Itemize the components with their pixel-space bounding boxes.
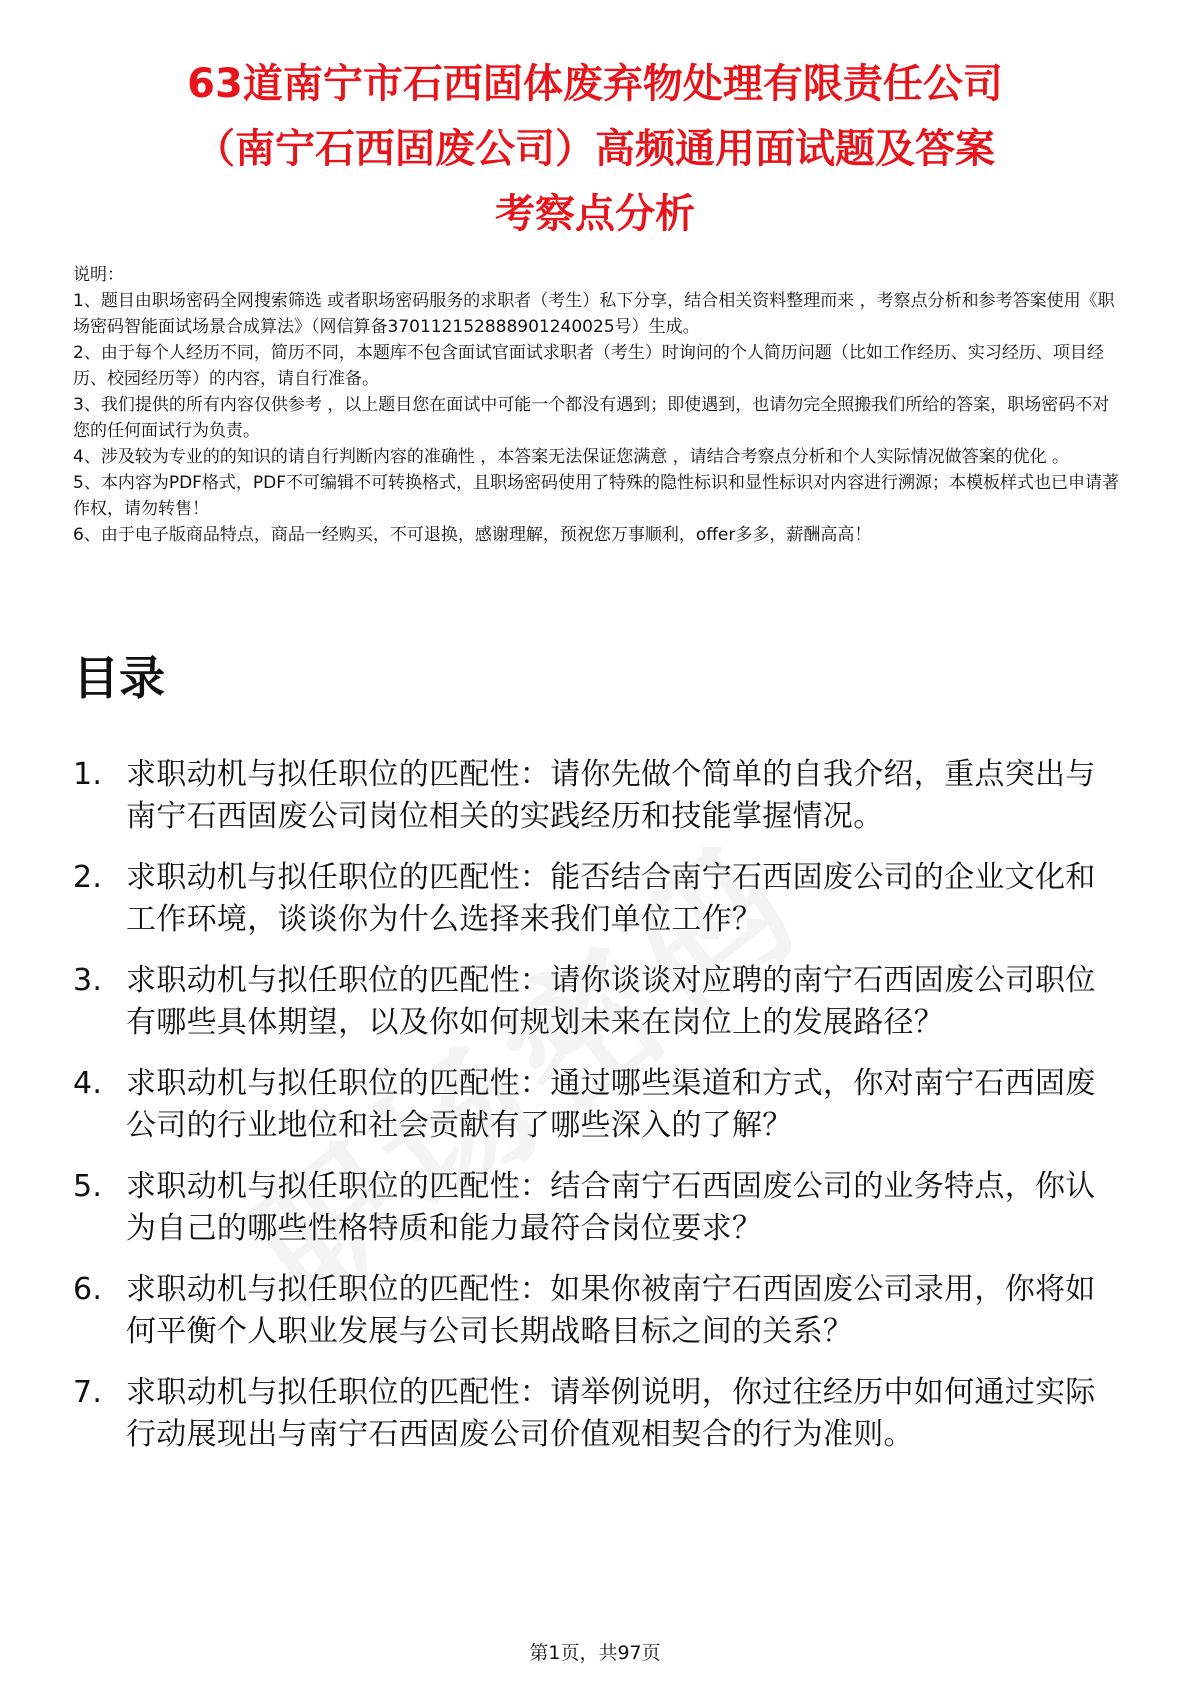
notes-section (73, 262, 1123, 548)
toc-item-text: 求职动机与拟任职位的匹配性：请你谈谈对应聘的南宁石西固废公司职位有哪些具体期望，以及你如何规划未来在岗位上的发展路径？ (126, 963, 1096, 1040)
title-line-1: 63道南宁市石西固体废弃物处理有限责任公司 (187, 61, 1003, 107)
toc-item-text: 求职动机与拟任职位的匹配性：结合南宁石西固废公司的业务特点，你认为自己的哪些性格特质和能力最符合岗位要求？ (126, 1169, 1096, 1246)
title-line-3: 考察点分析 (495, 191, 695, 237)
note-item: 6、由于电子版商品特点，商品一经购买，不可退换，感谢理解，预祝您万事顺利，offer多多，薪酬高高！ (73, 525, 872, 545)
note-item: 5、本内容为PDF格式，PDF不可编辑不可转换格式，且职场密码使用了特殊的隐性标识和显性标识对内容进行溯源；本模板样式也已申请著作权，请勿转售！ (73, 473, 1120, 519)
toc-item[interactable] (73, 754, 1113, 838)
page-number-footer: 第1页，共97页 (529, 1642, 661, 1664)
toc-item-number: 4. (73, 1066, 103, 1101)
title-line-2: （南宁石西固废公司）高频通用面试题及答案 (195, 126, 995, 172)
toc-item-number: 7. (73, 1375, 103, 1410)
toc-item[interactable] (73, 960, 1113, 1044)
toc-item-number: 3. (73, 963, 103, 998)
note-item: 4、涉及较为专业的的知识的请自行判断内容的准确性 ，本答案无法保证您满意 ，请结合考察点分析和个人实际情况做答案的优化 。 (73, 447, 1070, 467)
toc-item-number: 6. (73, 1272, 103, 1307)
toc-heading: 目录 (73, 651, 165, 705)
toc-item[interactable] (73, 1063, 1113, 1147)
table-of-contents (73, 754, 1113, 1475)
toc-item-text: 求职动机与拟任职位的匹配性：通过哪些渠道和方式，你对南宁石西固废公司的行业地位和社会贡献有了哪些深入的了解？ (126, 1066, 1096, 1143)
note-item: 2、由于每个人经历不同，简历不同，本题库不包含面试官面试求职者（考生）时询问的个人简历问题（比如工作经历、实习经历、项目经历、校园经历等）的内容，请自行准备。 (73, 343, 1104, 389)
toc-item-text: 求职动机与拟任职位的匹配性：请举例说明，你过往经历中如何通过实际行动展现出与南宁石西固废公司价值观相契合的行为准则。 (126, 1375, 1096, 1452)
toc-item[interactable] (73, 1269, 1113, 1353)
toc-item-number: 2. (73, 860, 103, 895)
toc-item-text: 求职动机与拟任职位的匹配性：请你先做个简单的自我介绍，重点突出与南宁石西固废公司岗位相关的实践经历和技能掌握情况。 (126, 757, 1096, 834)
toc-item-number: 5. (73, 1169, 103, 1204)
toc-item-text: 求职动机与拟任职位的匹配性：如果你被南宁石西固废公司录用，你将如何平衡个人职业发展与公司长期战略目标之间的关系？ (126, 1272, 1096, 1349)
note-item: 3、我们提供的所有内容仅供参考 ，以上题目您在面试中可能一个都没有遇到；即使遇到，也请勿完全照搬我们所给的答案，职场密码不对您的任何面试行为负责。 (73, 395, 1110, 441)
document-title (60, 52, 1130, 247)
toc-item[interactable] (73, 1372, 1113, 1456)
toc-item-number: 1. (73, 757, 103, 792)
notes-heading: 说明： (73, 265, 124, 285)
toc-item-text: 求职动机与拟任职位的匹配性：能否结合南宁石西固废公司的企业文化和工作环境，谈谈你为什么选择来我们单位工作？ (126, 860, 1096, 937)
note-item: 1、题目由职场密码全网搜索筛选 或者职场密码服务的求职者（考生）私下分享，结合相关资料整理而来 ，考察点分析和参考答案使用《职场密码智能面试场景合成算法》（网信算备370112152888901240025号）生成。 (73, 291, 1115, 337)
toc-item[interactable] (73, 1166, 1113, 1250)
toc-item[interactable] (73, 857, 1113, 941)
